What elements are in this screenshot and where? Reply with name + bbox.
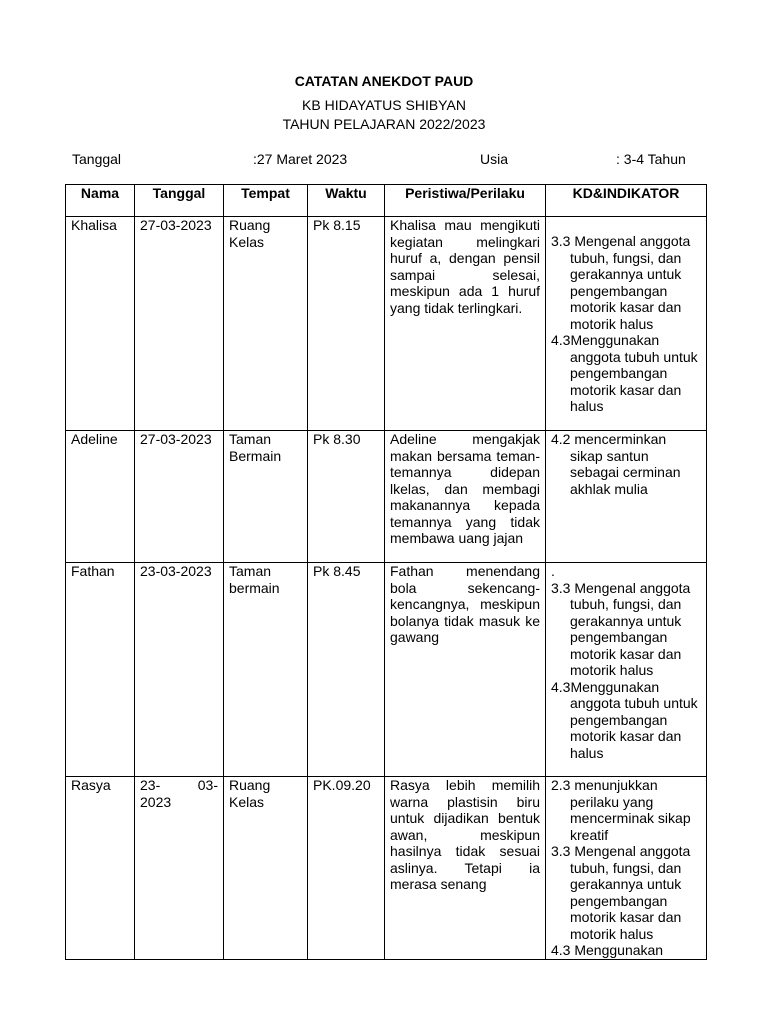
cell-tanggal: 23- 03- 2023 <box>135 777 224 960</box>
cell-waktu: Pk 8.30 <box>308 431 385 563</box>
usia-label: Usia <box>480 151 509 167</box>
cell-nama: Khalisa <box>66 217 135 431</box>
cell-peristiwa: Rasya lebih memilih warna plastisin biru untuk dijadikan bentuk awan, meskipun hasilnya tidak sesuai aslinya. Tetapi ia merasa senang <box>385 777 546 960</box>
usia-value: : 3-4 Tahun <box>616 151 686 167</box>
table-row <box>66 217 707 431</box>
header-nama: Nama <box>66 185 135 217</box>
kd-item: 4.3 Menggunakan <box>551 942 664 958</box>
cell-tempat: Taman Bermain <box>224 431 308 563</box>
cell-peristiwa: Fathan menendang bola sekencang-kencangnya, meskipun bolanya tidak masuk ke gawang <box>385 563 546 777</box>
cell-tempat: Ruang Kelas <box>224 217 308 431</box>
document-title: CATATAN ANEKDOT PAUD <box>294 73 474 89</box>
cell-tempat: Taman bermain <box>224 563 308 777</box>
kd-list <box>551 233 701 415</box>
cell-kd <box>546 777 707 960</box>
cell-kd <box>546 217 707 431</box>
header-kd-indikator: KD&INDIKATOR <box>546 185 707 217</box>
anecdote-table <box>65 184 707 960</box>
kd-lead: . <box>551 563 555 579</box>
cell-peristiwa: Adeline mengakjak makan bersama teman-temannya didepan lkelas, dan membagi makanannya kepada temannya yang tidak membawa uang jajan <box>385 431 546 563</box>
kd-item: 4.2 mencerminkan sikap santun sebagai cerminan akhlak mulia <box>551 431 681 497</box>
table-row <box>66 563 707 777</box>
kd-list <box>551 431 701 497</box>
cell-waktu: PK.09.20 <box>308 777 385 960</box>
kd-item: 4.3Menggunakan anggota tubuh untuk pengembangan motorik kasar dan halus <box>551 678 698 761</box>
kd-item: 4.3Menggunakan anggota tubuh untuk pengembangan motorik kasar dan halus <box>551 332 698 414</box>
table-row <box>66 777 707 960</box>
kd-item: 2.3 menunjukkan perilaku yang mencerminak sikap kreatif <box>551 777 691 843</box>
cell-kd <box>546 563 707 777</box>
cell-tanggal: 27-03-2023 <box>135 217 224 431</box>
cell-kd <box>546 431 707 563</box>
header-waktu: Waktu <box>308 185 385 217</box>
kd-item: 3.3 Mengenal anggota tubuh, fungsi, dan gerakannya untuk pengembangan motorik kasar dan motorik halus <box>551 843 691 942</box>
header-peristiwa: Peristiwa/Perilaku <box>385 185 546 217</box>
header-tempat: Tempat <box>224 185 308 217</box>
cell-nama: Adeline <box>66 431 135 563</box>
kd-item: 3.3 Mengenal anggota tubuh, fungsi, dan gerakannya untuk pengembangan motorik kasar dan motorik halus <box>551 233 691 332</box>
cell-nama: Fathan <box>66 563 135 777</box>
school-name: KB HIDAYATUS SHIBYAN <box>302 97 466 113</box>
cell-nama: Rasya <box>66 777 135 960</box>
tanggal-label: Tanggal <box>72 151 122 167</box>
cell-waktu: Pk 8.45 <box>308 563 385 777</box>
kd-list <box>551 777 701 959</box>
academic-year: TAHUN PELAJARAN 2022/2023 <box>282 116 486 132</box>
cell-waktu: Pk 8.15 <box>308 217 385 431</box>
cell-peristiwa: Khalisa mau mengikuti kegiatan melingkari huruf a, dengan pensil sampai selesai, meskipun ada 1 huruf yang tidak terlingkari. <box>385 217 546 431</box>
cell-tanggal: 27-03-2023 <box>135 431 224 563</box>
kd-list <box>551 580 701 762</box>
tanggal-value: :27 Maret 2023 <box>253 151 348 167</box>
header-tanggal: Tanggal <box>135 185 224 217</box>
cell-tempat: Ruang Kelas <box>224 777 308 960</box>
kd-item: 3.3 Mengenal anggota tubuh, fungsi, dan gerakannya untuk pengembangan motorik kasar dan motorik halus <box>551 579 691 678</box>
table-row <box>66 431 707 563</box>
cell-tanggal: 23-03-2023 <box>135 563 224 777</box>
kd-lead <box>551 217 701 233</box>
table-header-row <box>66 185 707 217</box>
